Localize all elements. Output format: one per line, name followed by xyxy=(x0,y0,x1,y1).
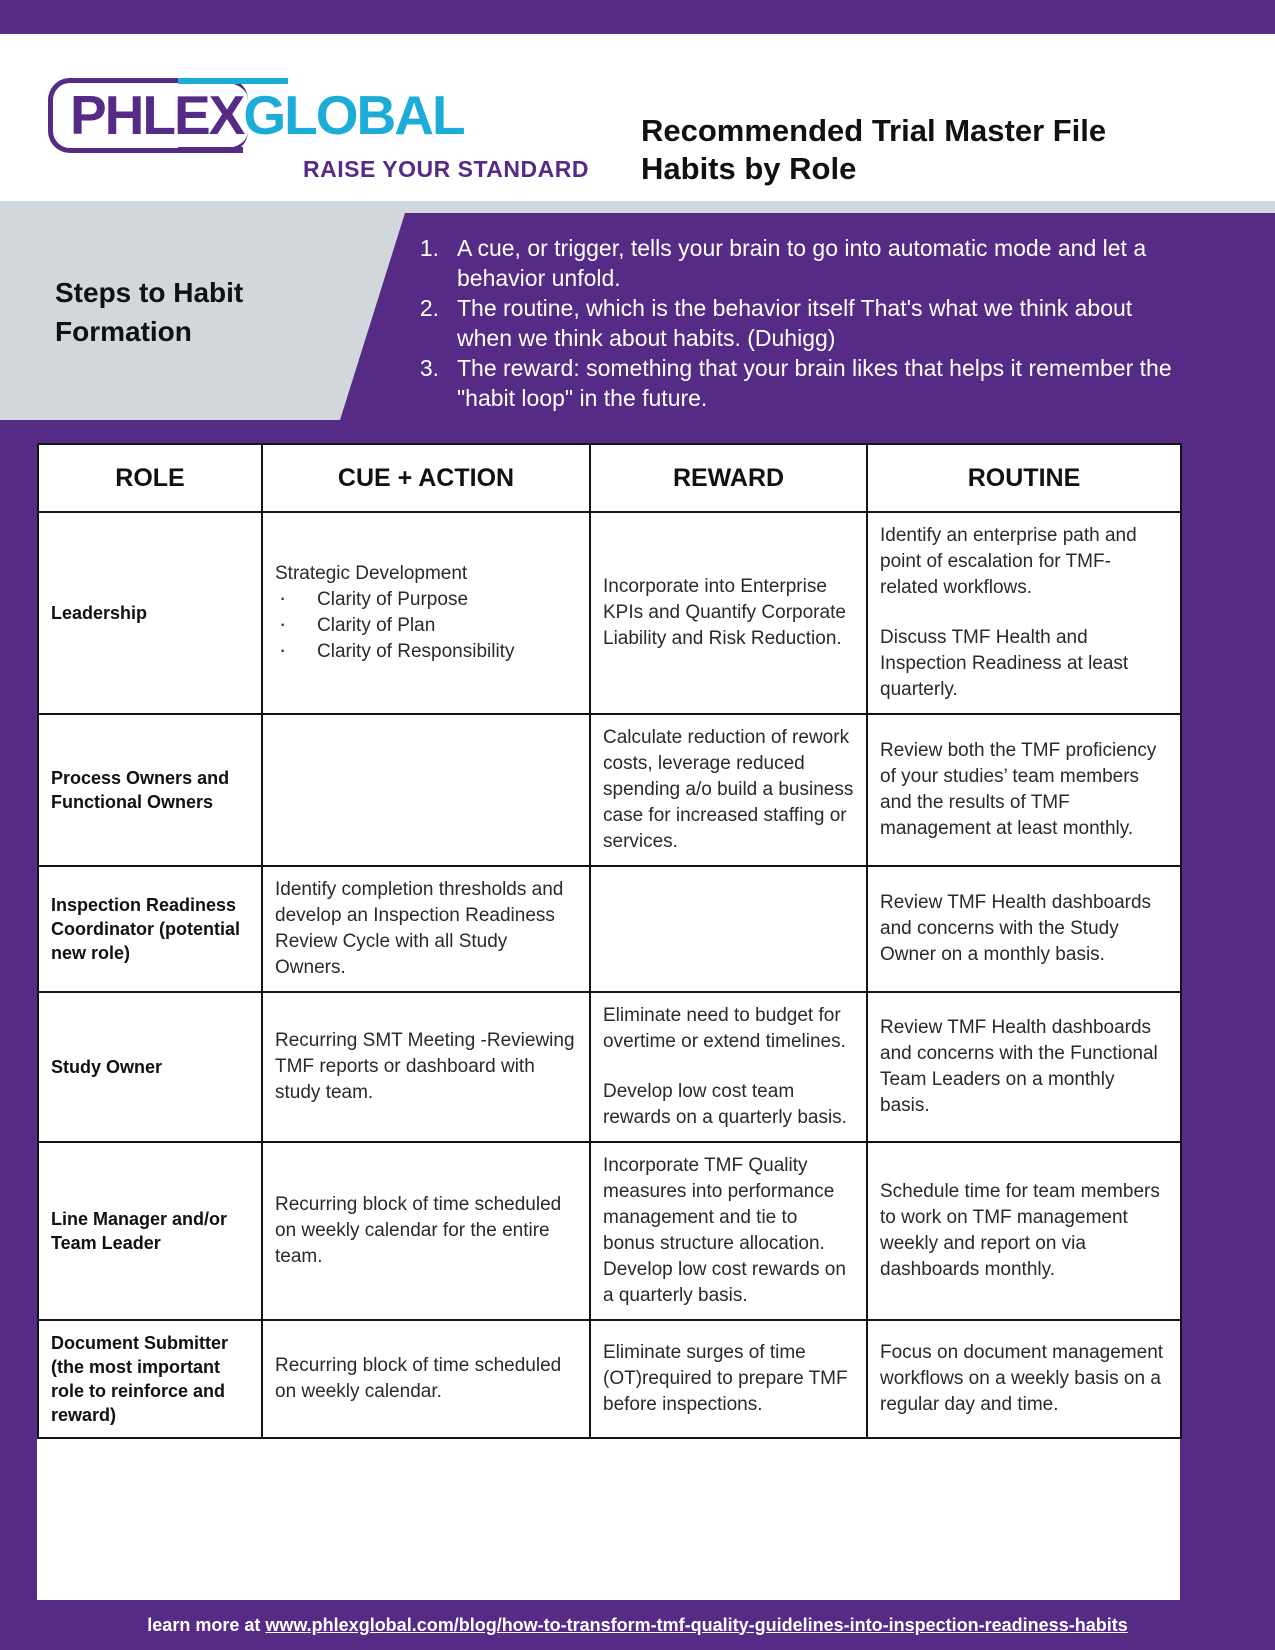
cell-role: Process Owners and Functional Owners xyxy=(38,714,262,866)
reward-paragraph: Develop low cost team rewards on a quarterly basis. xyxy=(603,1081,847,1128)
column-header-cue: CUE + ACTION xyxy=(262,444,590,512)
cell-cue-action xyxy=(262,1142,590,1320)
logo-wordmark-global: GLOBAL xyxy=(243,84,464,146)
cell-cue-action xyxy=(262,714,590,866)
reward-paragraph: Incorporate TMF Quality measures into performance management and tie to bonus structure allocation. Develop low cost rewards on a quarterly basis. xyxy=(603,1155,846,1306)
habits-table xyxy=(37,443,1182,1439)
right-purple-spine xyxy=(1180,420,1275,1600)
left-purple-spine xyxy=(0,420,37,1600)
cue-bullet-item: · Clarity of Responsibility xyxy=(275,639,577,665)
cell-routine xyxy=(867,1142,1181,1320)
table-row xyxy=(38,992,1181,1142)
reward-paragraph: Eliminate need to budget for overtime or extend timelines. xyxy=(603,1005,846,1052)
footer-url-link[interactable]: www.phlexglobal.com/blog/how-to-transform-tmf-quality-guidelines-into-inspection-readiness-habits xyxy=(265,1614,1128,1635)
column-header-role: ROLE xyxy=(38,444,262,512)
footer-text xyxy=(147,1615,1127,1636)
habit-step-text: The reward: something that your brain likes that helps it remember the "habit loop" in the future. xyxy=(457,355,1172,411)
table-row xyxy=(38,512,1181,714)
routine-paragraph: Review TMF Health dashboards and concerns with the Study Owner on a monthly basis. xyxy=(880,892,1152,965)
habit-formation-band xyxy=(0,201,1275,420)
column-header-reward: REWARD xyxy=(590,444,867,512)
table-row xyxy=(38,714,1181,866)
reward-paragraph: Calculate reduction of rework costs, leverage reduced spending a/o build a business case for increased staffing or services. xyxy=(603,727,854,852)
routine-paragraph: Schedule time for team members to work on TMF management weekly and report on via dashboards monthly. xyxy=(880,1181,1160,1280)
cell-routine xyxy=(867,866,1181,992)
cell-reward xyxy=(590,1142,867,1320)
logo-accent-bar-bottom xyxy=(178,147,243,153)
habit-steps-list xyxy=(415,233,1185,413)
routine-paragraph: Review both the TMF proficiency of your studies’ team members and the results of TMF management at least monthly. xyxy=(880,740,1157,839)
logo-tagline: RAISE YOUR STANDARD xyxy=(303,156,589,182)
routine-paragraph: Discuss TMF Health and Inspection Readiness at least quarterly. xyxy=(880,627,1129,700)
cue-heading: Recurring block of time scheduled on weekly calendar for the entire team. xyxy=(275,1194,562,1267)
cell-cue-action xyxy=(262,992,590,1142)
reward-paragraph: Eliminate surges of time (OT)required to prepare TMF before inspections. xyxy=(603,1342,848,1415)
cell-cue-action xyxy=(262,512,590,714)
cell-role: Leadership xyxy=(38,512,262,714)
habits-table-body xyxy=(38,512,1181,1438)
cue-bullet-list xyxy=(275,587,577,665)
cell-role: Document Submitter (the most important role to reinforce and reward) xyxy=(38,1320,262,1438)
habit-step-number: 1. xyxy=(419,235,439,261)
cue-bullet-item: · Clarity of Purpose xyxy=(275,587,577,613)
habit-step-number: 2. xyxy=(419,295,439,321)
cell-reward xyxy=(590,1320,867,1438)
cell-routine xyxy=(867,512,1181,714)
habit-step-number: 3. xyxy=(419,355,439,381)
cue-heading: Strategic Development xyxy=(275,563,468,584)
habit-step-item xyxy=(415,353,1185,413)
habits-table-wrapper xyxy=(37,443,1180,1439)
cell-cue-action xyxy=(262,866,590,992)
table-row xyxy=(38,866,1181,992)
cell-routine xyxy=(867,714,1181,866)
cue-heading: Identify completion thresholds and develop an Inspection Readiness Review Cycle with all Study Owners. xyxy=(275,879,564,978)
band-title: Steps to Habit Formation xyxy=(55,277,244,347)
logo-wordmark-phlex: PHLEX xyxy=(70,84,244,146)
habit-step-text: A cue, or trigger, tells your brain to go into automatic mode and let a behavior unfold. xyxy=(457,235,1147,291)
habit-step-item xyxy=(415,233,1185,293)
table-row xyxy=(38,1142,1181,1320)
phlexglobal-logo xyxy=(48,72,589,187)
table-header-row xyxy=(38,444,1181,512)
top-purple-bar xyxy=(0,0,1275,34)
column-header-routine: ROUTINE xyxy=(867,444,1181,512)
routine-paragraph: Focus on document management workflows on a weekly basis on a regular day and time. xyxy=(880,1342,1164,1415)
routine-paragraph: Identify an enterprise path and point of escalation for TMF-related workflows. xyxy=(880,525,1137,598)
table-row xyxy=(38,1320,1181,1438)
page-title: Recommended Trial Master File Habits by Role xyxy=(641,113,1107,186)
cell-reward xyxy=(590,714,867,866)
cell-reward xyxy=(590,512,867,714)
band-top-strip xyxy=(0,201,1275,213)
cell-routine xyxy=(867,992,1181,1142)
cell-role: Study Owner xyxy=(38,992,262,1142)
cell-reward xyxy=(590,992,867,1142)
page-footer xyxy=(0,1600,1275,1650)
footer-prefix: learn more at xyxy=(147,1614,266,1635)
page-header xyxy=(0,34,1275,201)
cue-heading: Recurring SMT Meeting -Reviewing TMF reports or dashboard with study team. xyxy=(275,1030,575,1103)
cell-role: Line Manager and/or Team Leader xyxy=(38,1142,262,1320)
reward-paragraph: Incorporate into Enterprise KPIs and Quantify Corporate Liability and Risk Reduction. xyxy=(603,576,846,649)
cell-routine xyxy=(867,1320,1181,1438)
routine-paragraph: Review TMF Health dashboards and concerns with the Functional Team Leaders on a monthly basis. xyxy=(880,1017,1158,1116)
cell-cue-action xyxy=(262,1320,590,1438)
cell-reward xyxy=(590,866,867,992)
habit-step-item xyxy=(415,293,1185,353)
habit-step-text: The routine, which is the behavior itself That's what we think about when we think about habits. (Duhigg) xyxy=(457,295,1133,351)
cell-role: Inspection Readiness Coordinator (potential new role) xyxy=(38,866,262,992)
cue-heading: Recurring block of time scheduled on weekly calendar. xyxy=(275,1355,562,1402)
logo-wordmark xyxy=(70,86,464,144)
cue-bullet-item: · Clarity of Plan xyxy=(275,613,577,639)
